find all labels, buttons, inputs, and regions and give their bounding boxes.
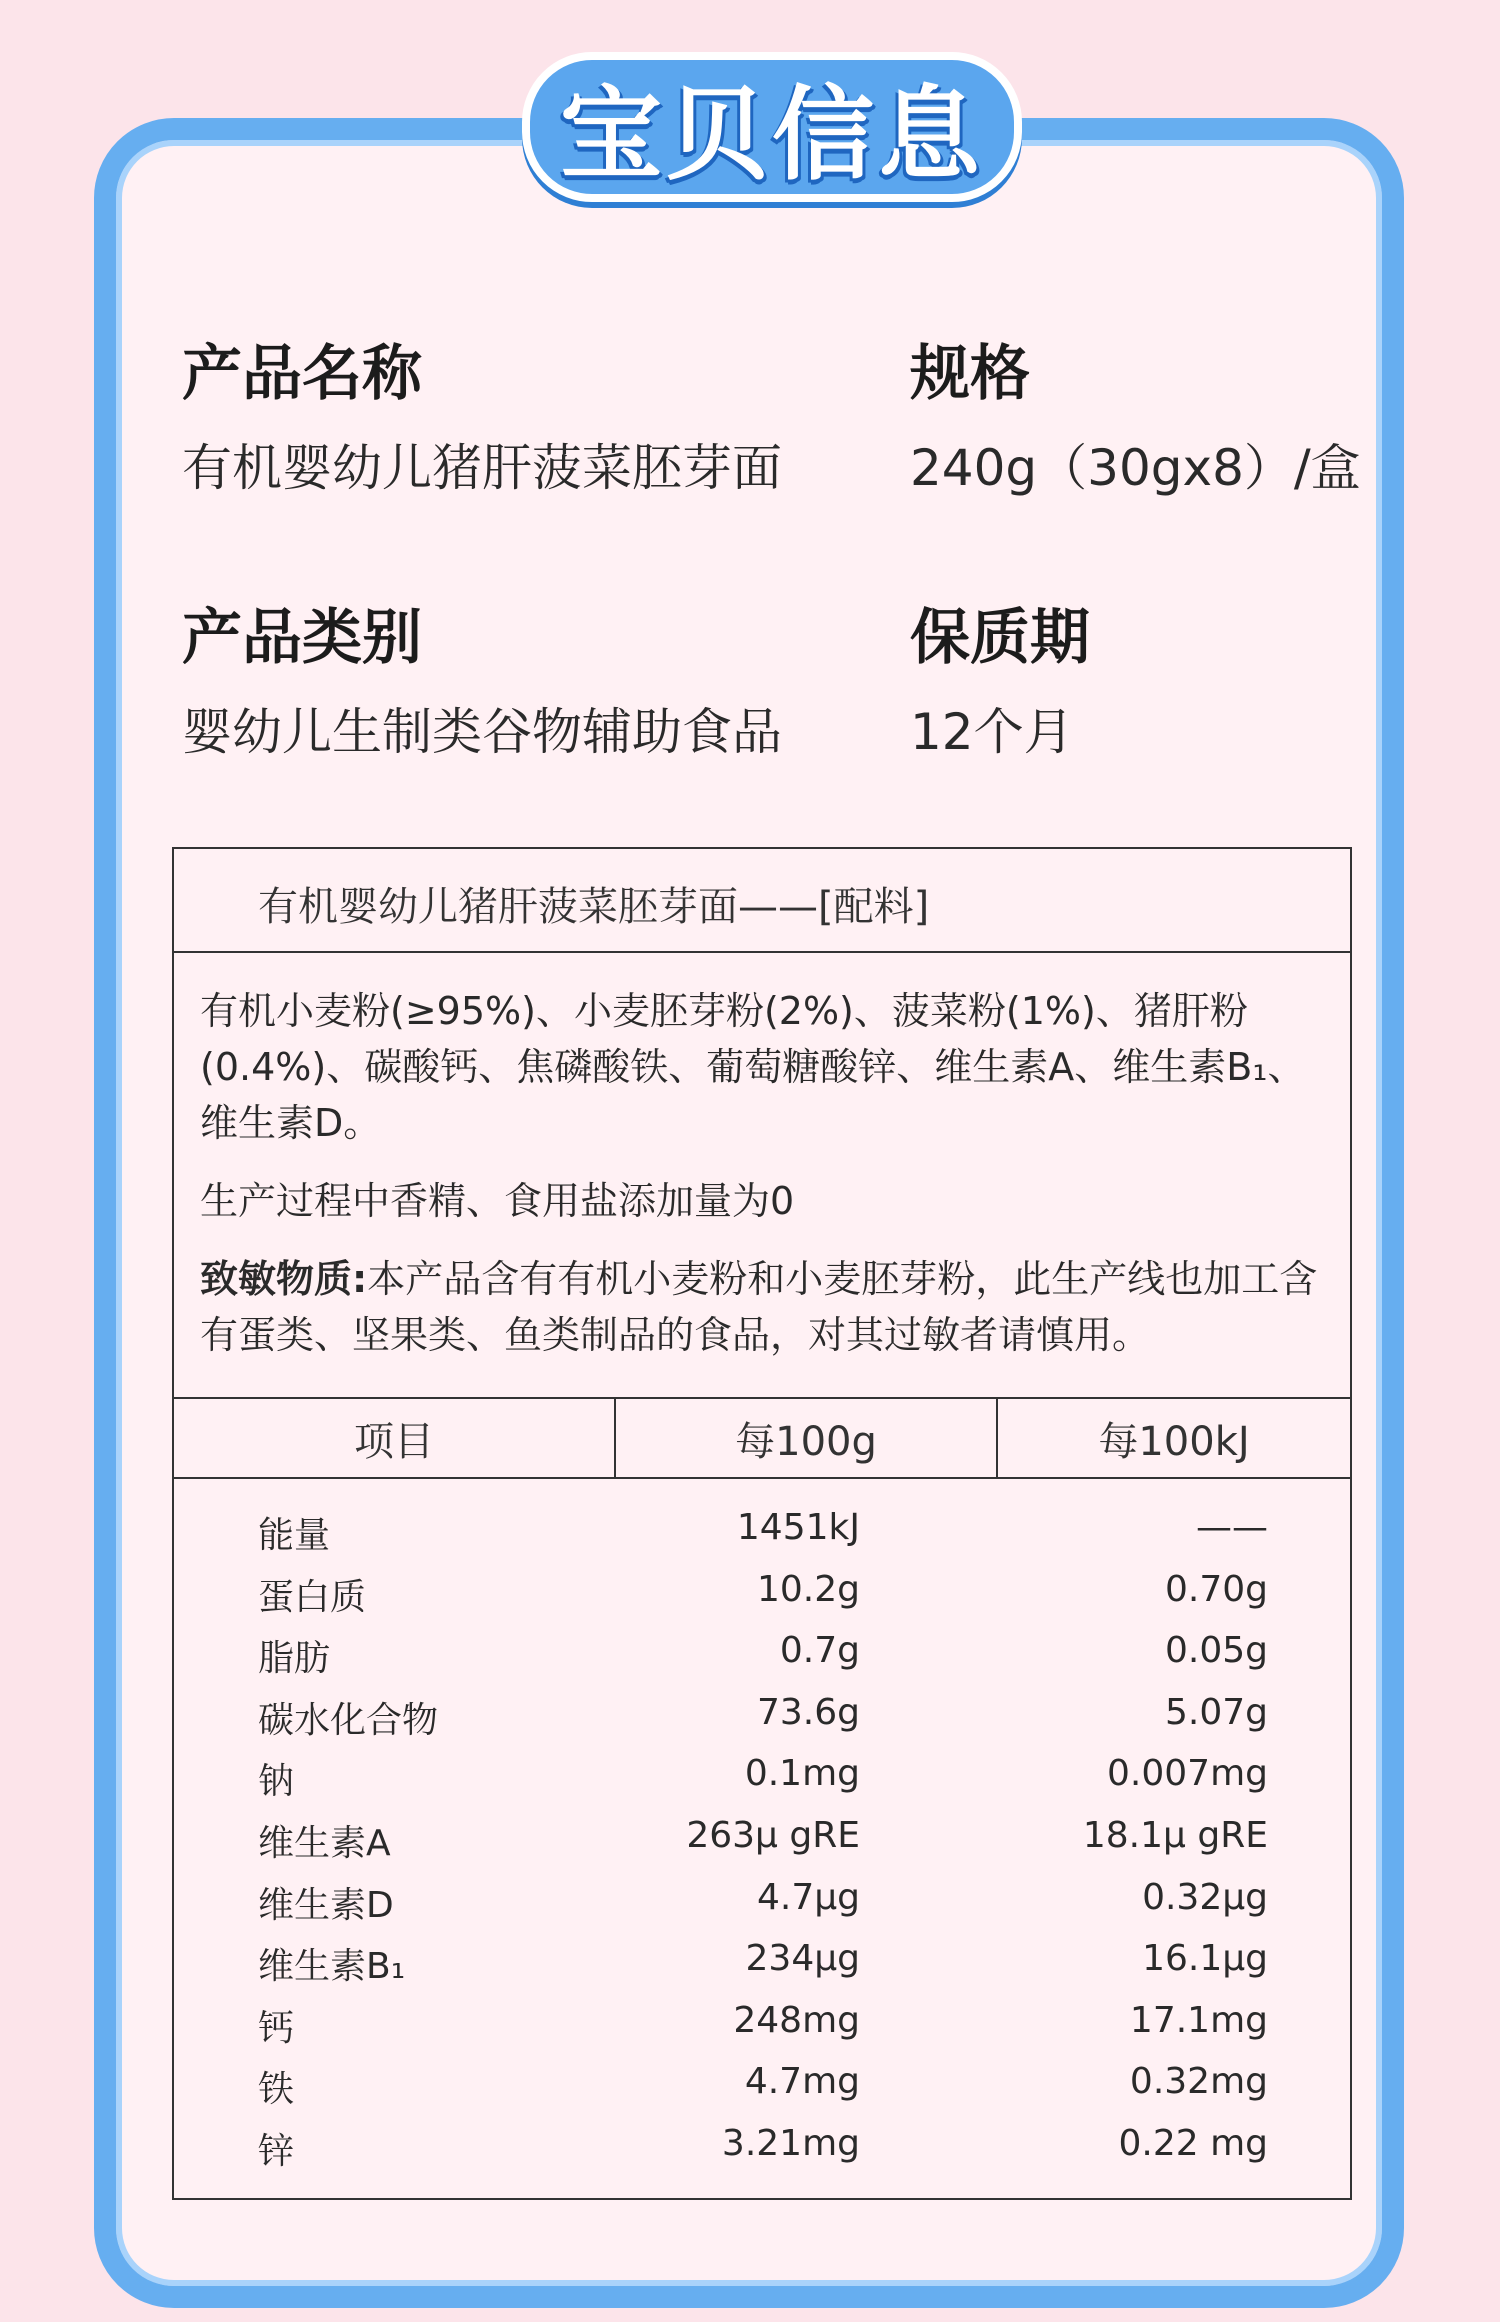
shelf-life-value: 12个月 [910, 703, 1074, 761]
ingredients-nutrition-table [172, 847, 1352, 2200]
nutrient-name: 维生素A [258, 1822, 391, 1864]
value-per-100g: 0.1mg [744, 1753, 860, 1795]
nutrient-name: 能量 [258, 1515, 331, 1556]
value-per-100kj: 0.32μg [1142, 1876, 1268, 1918]
ingredients-heading-row [174, 849, 1350, 953]
spec-value: 240g（30gx8）/盒 [910, 439, 1361, 497]
value-per-100g: 1451kJ [736, 1507, 860, 1548]
value-per-100g: 4.7mg [744, 2061, 860, 2103]
nutrition-header-per-100kj: 每100kJ [1098, 1418, 1250, 1465]
nutrient-name: 锌 [258, 2130, 295, 2172]
value-per-100g: 10.2g [756, 1568, 860, 1610]
nutrition-header-item: 项目 [354, 1418, 434, 1465]
allergen-text: 本产品含有有机小麦粉和小麦胚芽粉，此生产线也加工含有蛋类、坚果类、鱼类制品的食品，对其过敏者请慎用。 [200, 1257, 1318, 1357]
table-row [174, 1499, 1350, 1561]
value-per-100g: 248mg [733, 1999, 860, 2041]
value-per-100kj: 0.32mg [1129, 2061, 1268, 2103]
nutrient-name: 维生素B₁ [258, 1946, 406, 1988]
value-per-100kj: 16.1μg [1142, 1938, 1268, 1980]
nutrition-header-per-100g: 每100g [735, 1418, 877, 1465]
ingredients-note: 生产过程中香精、食用盐添加量为0 [200, 1179, 795, 1223]
title-badge [522, 52, 1022, 202]
ingredients-section [200, 983, 1320, 1363]
table-row [174, 1992, 1350, 2054]
table-row [174, 1930, 1350, 1992]
category-label: 产品类别 [182, 603, 422, 673]
nutrient-name: 钙 [258, 2007, 295, 2049]
value-per-100g: 263μ gRE [686, 1814, 860, 1856]
ingredients-list: 有机小麦粉(≥95%)、小麦胚芽粉(2%)、菠菜粉(1%)、猪肝粉(0.4%)、碳酸钙、焦磷酸铁、葡萄糖酸锌、维生素A、维生素B₁、维生素D。 [200, 989, 1306, 1145]
value-per-100kj: 0.007mg [1107, 1753, 1268, 1795]
spec-label: 规格 [910, 339, 1030, 409]
allergen-info [200, 1251, 1320, 1363]
value-per-100kj: 0.70g [1164, 1568, 1268, 1610]
table-row [174, 1684, 1350, 1746]
table-row [174, 1807, 1350, 1869]
table-row [174, 2053, 1350, 2115]
nutrient-name: 脂肪 [258, 1638, 331, 1680]
page-title: 宝贝信息 [560, 76, 984, 195]
table-row [174, 1869, 1350, 1931]
table-row [174, 1745, 1350, 1807]
value-per-100kj: —— [1196, 1507, 1268, 1548]
table-row [174, 1561, 1350, 1623]
ingredients-heading: 有机婴幼儿猪肝菠菜胚芽面——[配料] [258, 884, 930, 930]
nutrition-rows [174, 1499, 1350, 2177]
value-per-100g: 234μg [745, 1938, 860, 1980]
value-per-100kj: 17.1mg [1129, 1999, 1268, 2041]
value-per-100kj: 5.07g [1164, 1691, 1268, 1733]
nutrient-name: 钠 [258, 1761, 295, 1803]
value-per-100kj: 18.1μ gRE [1082, 1814, 1268, 1856]
product-name-label: 产品名称 [182, 339, 422, 409]
product-name-value: 有机婴幼儿猪肝菠菜胚芽面 [182, 439, 782, 497]
allergen-label: 致敏物质: [200, 1257, 368, 1301]
table-row [174, 2115, 1350, 2177]
value-per-100g: 0.7g [779, 1630, 860, 1672]
category-value: 婴幼儿生制类谷物辅助食品 [182, 703, 782, 761]
nutrient-name: 蛋白质 [258, 1576, 367, 1618]
nutrient-name: 维生素D [258, 1884, 394, 1926]
nutrient-name: 碳水化合物 [258, 1699, 439, 1741]
value-per-100kj: 0.05g [1164, 1630, 1268, 1672]
shelf-life-label: 保质期 [910, 603, 1090, 673]
nutrient-name: 铁 [258, 2069, 295, 2111]
nutrition-header-row [174, 1397, 1350, 1479]
value-per-100g: 3.21mg [721, 2122, 860, 2164]
value-per-100g: 4.7μg [756, 1876, 860, 1918]
table-row [174, 1622, 1350, 1684]
value-per-100kj: 0.22 mg [1118, 2122, 1268, 2164]
value-per-100g: 73.6g [756, 1691, 860, 1733]
